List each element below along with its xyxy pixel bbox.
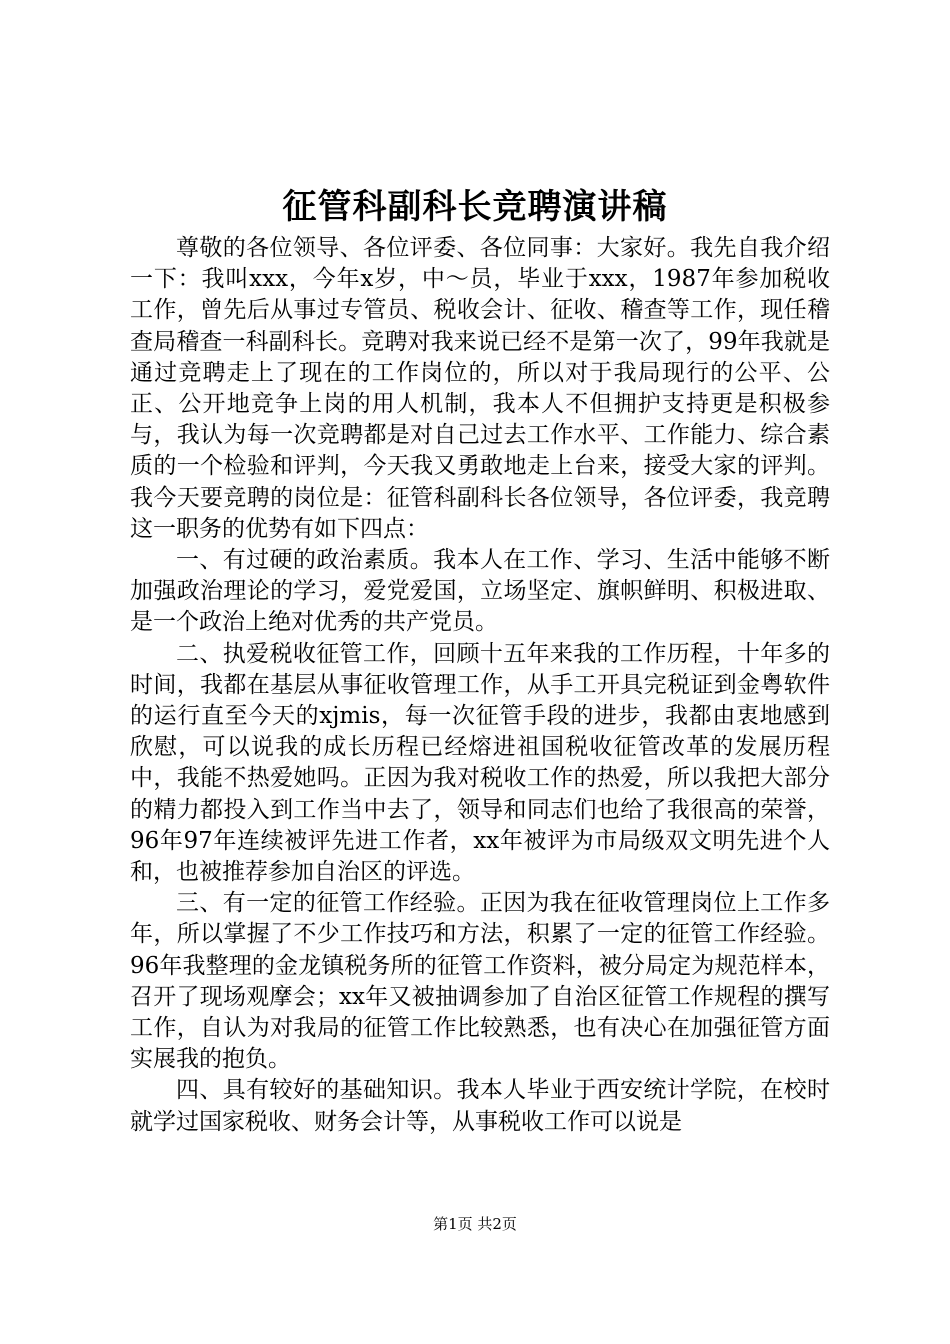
paragraph-point-2: 二、执爱税收征管工作，回顾十五年来我的工作历程，十年多的时间，我都在基层从事征收管理工作，从手工开具完税证到金粤软件的运行直至今天的xjmis，每一次征管手段的进步，我都由衷地感到欣慰，可以说我的成长历程已经熔进祖国税收征管改革的发展历程中，我能不热爱她吗。正因为我对税收工作的热爱，所以我把大部分的精力都投入到工作当中去了，领导和同志们也给了我很高的荣誉，96年97年连续被评先进工作者，xx年被评为市局级双文明先进个人和，也被推荐参加自治区的评选。 — [130, 640, 830, 886]
paragraph-point-3: 三、有一定的征管工作经验。正因为我在征收管理岗位上工作多年，所以掌握了不少工作技巧和方法，积累了一定的征管工作经验。96年我整理的金龙镇税务所的征管工作资料，被分局定为规范样本，召开了现场观摩会；xx年又被抽调参加了自治区征管工作规程的撰写工作，自认为对我局的征管工作比较熟悉，也有决心在加强征管方面实展我的抱负。 — [130, 890, 830, 1073]
paragraph-intro: 尊敬的各位领导、各位评委、各位同事：大家好。我先自我介绍一下：我叫xxx，今年x岁，中～员，毕业于xxx，1987年参加税收工作，曾先后从事过专管员、税收会计、征收、稽查等工作，现任稽查局稽查一科副科长。竞聘对我来说已经不是第一次了，99年我就是通过竞聘走上了现在的工作岗位的，所以对于我局现行的公平、公正、公开地竞争上岗的用人机制，我本人不但拥护支持更是积极参与，我认为每一次竞聘都是对自己过去工作水平、工作能力、综合素质的一个检验和评判，今天我又勇敢地走上台来，接受大家的评判。我今天要竞聘的岗位是：征管科副科长各位领导，各位评委，我竞聘这一职务的优势有如下四点： — [130, 235, 830, 542]
paragraph-point-4: 四、具有较好的基础知识。我本人毕业于西安统计学院，在校时就学过国家税收、财务会计等，从事税收工作可以说是 — [130, 1077, 830, 1135]
paragraph-point-1: 一、有过硬的政治素质。我本人在工作、学习、生活中能够不断加强政治理论的学习，爱党爱国，立场坚定、旗帜鲜明、积极进取、是一个政治上绝对优秀的共产党员。 — [130, 547, 830, 636]
page-footer: 第1页 共2页 — [433, 1215, 517, 1233]
document-title: 征管科副科长竞聘演讲稿 — [282, 187, 668, 227]
document-body — [130, 233, 830, 1138]
